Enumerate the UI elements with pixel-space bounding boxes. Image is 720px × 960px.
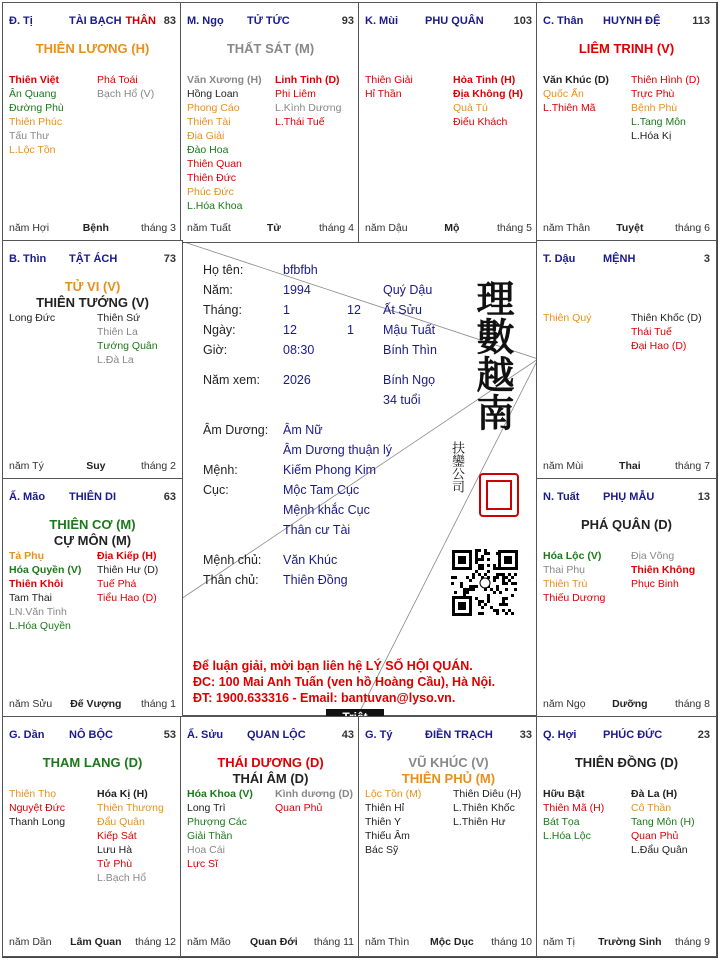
palace-position: Đ. Tị: [9, 15, 33, 27]
minor-star-right: L.Đẩu Quân: [631, 844, 688, 856]
minor-star-left: Thiên Y: [365, 816, 401, 828]
minor-star-left: Thiên Tài: [187, 116, 231, 128]
palace-year: năm Hợi: [9, 222, 50, 234]
minor-star-right: L.Thiên Khốc: [453, 802, 515, 814]
palace-month: tháng 12: [135, 936, 176, 948]
month-can: Ất Sửu: [383, 303, 422, 317]
palace-position: N. Tuất: [543, 491, 580, 503]
minor-star-left: L.Thiên Mã: [543, 102, 596, 114]
contact-line-1: Để luận giải, mời bạn liên hệ LÝ SỐ HỘI QUÁN.: [193, 659, 473, 673]
palace-stage: Lâm Quan: [70, 936, 122, 948]
palace-number: 83: [163, 15, 176, 27]
minor-star-right: Tang Môn (H): [631, 816, 695, 828]
palace-month: tháng 7: [674, 460, 710, 472]
palace-number: 113: [692, 15, 710, 27]
palace-footer: [543, 698, 710, 712]
minor-star-left: Hữu Bật: [543, 788, 585, 800]
minor-star-left: Thiếu Âm: [365, 830, 410, 842]
main-star: THAM LANG (D): [42, 755, 143, 770]
month-lunar: 12: [347, 303, 361, 317]
minor-star-right: Hỏa Tinh (H): [453, 74, 516, 86]
palace-number: 23: [697, 729, 710, 741]
palace-number: 73: [163, 253, 176, 265]
minor-star-left: Bát Tọa: [543, 816, 580, 828]
palace-header: [9, 15, 176, 29]
minor-star-right: Cô Thần: [631, 802, 672, 814]
palace-stage: Quan Đới: [249, 936, 298, 948]
minor-star-left: Hóa Quyền (V): [9, 564, 82, 576]
palace-name: TẬT ÁCH: [69, 253, 118, 265]
palace-position: B. Thìn: [9, 253, 47, 265]
minor-star-right: Bạch Hổ (V): [97, 88, 155, 100]
palace-footer: [187, 936, 354, 950]
palace-number: 93: [341, 15, 354, 27]
palace-position: C. Thân: [543, 15, 584, 27]
minor-star-left: Thiên Việt: [9, 74, 59, 86]
minor-star-left: Văn Khúc (D): [543, 74, 609, 86]
palace-footer: [9, 936, 176, 950]
palace-name: MỆNH: [603, 253, 636, 265]
minor-star-right: Đà La (H): [631, 788, 678, 800]
minor-star-right: Thiên Diêu (H): [453, 788, 522, 800]
than-chu-label: Thân chủ:: [203, 573, 259, 587]
minor-star-right: Quan Phủ: [631, 830, 679, 842]
palace-year: năm Ngọ: [543, 698, 586, 710]
palace-month: tháng 5: [496, 222, 532, 234]
palace-year: năm Tị: [543, 936, 575, 948]
palace-footer: [9, 222, 176, 236]
minor-star-left: Thiên Giải: [365, 74, 413, 86]
minor-star-right: Tử Phù: [97, 858, 133, 870]
palace-stage: Thai: [619, 460, 641, 472]
palace-stage: Suy: [86, 460, 106, 472]
minor-star-right: Tiểu Hao (D): [97, 592, 157, 604]
palace-position: Q. Hợi: [543, 729, 577, 741]
palace-year: năm Thìn: [365, 936, 410, 948]
minor-star-left: Hóa Khoa (V): [187, 788, 253, 800]
main-star: THIÊN TƯỚNG (V): [36, 295, 149, 310]
palace-name: NÔ BỘC: [69, 729, 113, 741]
minor-star-right: Địa Võng: [631, 550, 675, 562]
minor-star-left: L.Hóa Quyền: [9, 620, 71, 632]
palace-number: 63: [163, 491, 176, 503]
main-star: THIÊN LƯƠNG (H): [35, 41, 150, 56]
palace-stage: Dưỡng: [612, 698, 648, 710]
minor-star-right: Phá Toái: [97, 74, 138, 86]
minor-star-left: Địa Giải: [187, 130, 225, 142]
palace-name: PHỤ MẪU: [603, 491, 655, 503]
minor-star-right: Thiên Không: [631, 564, 696, 576]
minor-star-right: Phục Binh: [631, 578, 679, 590]
palace-year: năm Mùi: [543, 460, 584, 472]
year-value: 1994: [283, 283, 311, 297]
palace-footer: [365, 222, 532, 236]
palace-footer: [543, 936, 710, 950]
main-star: THIÊN CƠ (M): [49, 517, 136, 532]
main-star: THÁI DƯƠNG (D): [217, 755, 324, 770]
minor-star-left: Bác Sỹ: [365, 844, 399, 856]
minor-star-left: Thiên Phúc: [9, 116, 63, 128]
cuc-label: Cục:: [203, 483, 229, 497]
minor-star-right: Kiếp Sát: [97, 830, 137, 842]
minor-star-left: LN.Văn Tinh: [9, 606, 67, 618]
minor-star-left: Hồng Loan: [187, 88, 239, 100]
red-seal: [479, 473, 519, 517]
year-label: Năm:: [203, 283, 233, 297]
palace-stage: Bệnh: [82, 222, 109, 234]
calligraphy-logo: 理數越南: [470, 279, 515, 431]
main-star: TỬ VI (V): [64, 279, 121, 294]
palace-position: T. Dậu: [543, 253, 576, 265]
minor-star-left: L.Lộc Tồn: [9, 144, 56, 156]
palace-header: [543, 253, 710, 267]
palace-position: K. Mùi: [365, 15, 398, 27]
minor-star-left: L.Hóa Lộc: [543, 830, 591, 842]
palace-header: [9, 253, 176, 267]
minor-star-right: Thiên Thương: [97, 802, 164, 814]
hour-value: 08:30: [283, 343, 315, 357]
main-star: LIÊM TRINH (V): [578, 41, 675, 56]
minor-star-right: L.Bạch Hổ: [97, 872, 147, 884]
palace-name: QUAN LỘC: [247, 729, 306, 741]
palace-name: TÀI BẠCH: [69, 15, 122, 27]
minor-star-right: Thiên Hình (D): [631, 74, 700, 86]
minor-star-right: Tướng Quân: [97, 340, 158, 352]
minor-star-left: Thiên Thọ: [9, 788, 57, 800]
view-year-value: 2026: [283, 373, 311, 387]
palace-month: tháng 8: [674, 698, 710, 710]
minor-star-right: Phi Liêm: [275, 88, 316, 100]
palace-footer: [9, 698, 176, 712]
minor-star-right: Trực Phù: [631, 88, 675, 100]
palace-hoi[interactable]: [536, 716, 717, 957]
palace-dau[interactable]: [536, 240, 717, 481]
palace-footer: [187, 222, 354, 236]
minor-star-left: Thiên Quan: [187, 158, 242, 170]
palace-suu[interactable]: [180, 716, 361, 957]
minor-star-left: Nguyệt Đức: [9, 802, 66, 814]
minor-star-right: Quan Phủ: [275, 802, 323, 814]
minor-star-left: Ân Quang: [9, 88, 57, 100]
main-star: CỰ MÔN (M): [53, 533, 132, 548]
minor-star-left: Tả Phụ: [9, 550, 45, 562]
palace-year: năm Mão: [187, 936, 231, 948]
palace-mui[interactable]: [358, 2, 539, 243]
palace-position: G. Dần: [9, 729, 45, 741]
hour-label: Giờ:: [203, 343, 228, 357]
palace-ngo[interactable]: [180, 2, 361, 243]
palace-position: G. Tý: [365, 729, 393, 741]
minor-star-left: Hoa Cái: [187, 844, 225, 856]
month-value: 1: [283, 303, 290, 317]
minor-star-left: Thiên Quý: [543, 312, 592, 324]
palace-month: tháng 9: [674, 936, 710, 948]
view-year-label: Năm xem:: [203, 373, 260, 387]
palace-stage: Mộ: [444, 222, 460, 234]
minor-star-right: Điếu Khách: [453, 116, 508, 128]
amduong-note: Âm Dương thuận lý: [283, 443, 392, 457]
palace-header: [365, 15, 532, 29]
minor-star-left: Thiếu Dương: [543, 592, 606, 604]
palace-header: [543, 491, 710, 505]
view-year-can: Bính Ngọ: [383, 373, 436, 387]
palace-ty[interactable]: [358, 716, 539, 957]
minor-star-left: Tấu Thư: [9, 130, 50, 142]
minor-star-right: Lưu Hà: [97, 844, 133, 856]
palace-ti[interactable]: [2, 2, 183, 243]
minor-star-left: Đào Hoa: [187, 144, 229, 156]
minor-star-right: L.Hóa Kị: [631, 130, 672, 142]
palace-month: tháng 11: [313, 936, 354, 948]
palace-number: 53: [163, 729, 176, 741]
palace-stage: Tử: [266, 222, 281, 234]
palace-stage: Đế Vượng: [70, 698, 122, 710]
palace-year: năm Sửu: [9, 698, 53, 710]
minor-star-right: Đại Hao (D): [631, 340, 687, 352]
minor-star-right: Địa Không (H): [453, 88, 523, 100]
palace-header: [187, 729, 354, 743]
palace-month: tháng 4: [318, 222, 354, 234]
year-can: Quý Dậu: [383, 283, 433, 297]
main-star: THIÊN ĐỒNG (D): [574, 755, 679, 770]
palace-name: THIÊN DI: [69, 491, 117, 503]
amduong-value: Âm Nữ: [283, 423, 323, 437]
palace-year: năm Thân: [543, 222, 591, 234]
minor-star-left: Long Trì: [187, 802, 226, 814]
minor-star-left: Tam Thai: [9, 592, 52, 604]
minor-star-left: Lực Sĩ: [187, 858, 218, 870]
minor-star-right: Thiên Hư (D): [97, 564, 159, 576]
palace-month: tháng 2: [140, 460, 176, 472]
amduong-label: Âm Dương:: [203, 423, 269, 437]
palace-name: TỬ TỨC: [247, 15, 290, 27]
menh-chu-label: Mệnh chủ:: [203, 553, 262, 567]
minor-star-left: Hóa Lộc (V): [543, 550, 602, 562]
cuc-value: Mộc Tam Cục: [283, 483, 360, 497]
minor-star-right: Địa Kiếp (H): [97, 550, 157, 562]
palace-month: tháng 3: [140, 222, 176, 234]
palace-year: năm Dậu: [365, 222, 408, 234]
main-star: THẤT SÁT (M): [226, 41, 315, 56]
minor-star-right: Thiên La: [97, 326, 138, 338]
minor-star-right: Đẩu Quân: [97, 816, 145, 828]
palace-than[interactable]: [536, 2, 717, 243]
age-value: 34 tuổi: [383, 393, 421, 407]
minor-star-left: Long Đức: [9, 312, 56, 324]
minor-star-right: Thái Tuế: [631, 326, 672, 338]
minor-star-right: Kình dương (D): [275, 788, 354, 800]
minor-star-left: Đường Phù: [9, 102, 64, 114]
palace-year: năm Tuất: [187, 222, 231, 234]
palace-header: [187, 15, 354, 29]
minor-star-left: Hỉ Thần: [365, 88, 402, 100]
day-lunar: 1: [347, 323, 354, 337]
palace-header: [9, 491, 176, 505]
palace-year: năm Tý: [9, 460, 44, 472]
day-can: Mậu Tuất: [383, 323, 436, 337]
palace-position: M. Ngọ: [187, 15, 224, 27]
minor-star-left: Thiên Mã (H): [543, 802, 605, 814]
palace-footer: [9, 460, 176, 474]
minor-star-left: Thiên Hỉ: [365, 802, 405, 814]
palace-mao[interactable]: [2, 478, 183, 719]
than-chu-value: Thiên Đồng: [283, 573, 348, 587]
minor-star-right: Bệnh Phù: [631, 102, 678, 114]
palace-number: 13: [697, 491, 710, 503]
minor-star-left: Lộc Tồn (M): [365, 788, 422, 800]
day-value: 12: [283, 323, 297, 337]
minor-star-right: Tuế Phá: [97, 578, 137, 590]
palace-header: [365, 729, 532, 743]
palace-header: [543, 729, 710, 743]
palace-number: 43: [341, 729, 354, 741]
palace-stage: Tuyệt: [616, 222, 644, 234]
palace-stage: Trường Sinh: [598, 936, 662, 948]
palace-dan[interactable]: [2, 716, 183, 957]
palace-number: 33: [519, 729, 532, 741]
minor-star-left: Thiên Trù: [543, 578, 588, 590]
minor-star-right: L.Tang Môn: [631, 116, 686, 128]
palace-number: 103: [513, 15, 532, 27]
main-star: VŨ KHÚC (V): [408, 755, 489, 770]
minor-star-left: Thai Phụ: [543, 564, 586, 576]
minor-star-left: Phúc Đức: [187, 186, 234, 198]
palace-name: PHU QUÂN: [425, 15, 484, 27]
palace-footer: [365, 936, 532, 950]
minor-star-right: L.Đà La: [97, 354, 134, 366]
palace-name: HUYNH ĐỆ: [603, 15, 661, 27]
center-info-panel: [180, 240, 537, 716]
palace-stage: Mộc Dục: [429, 936, 474, 948]
minor-star-left: Phong Cáo: [187, 102, 240, 114]
palace-footer: [543, 460, 710, 474]
minor-star-right: Hóa Kị (H): [97, 788, 148, 800]
main-star: PHÁ QUÂN (D): [581, 517, 672, 532]
palace-month: tháng 1: [140, 698, 176, 710]
minor-star-left: Thanh Long: [9, 816, 66, 828]
minor-star-right: L.Kình Dương: [275, 102, 342, 114]
palace-month: tháng 6: [674, 222, 710, 234]
name-label: Họ tên:: [203, 263, 244, 277]
hour-can: Bính Thìn: [383, 343, 437, 357]
minor-star-left: Phượng Các: [187, 816, 248, 828]
minor-star-left: Thiên Khôi: [9, 578, 64, 590]
day-label: Ngày:: [203, 323, 236, 337]
palace-header: [9, 729, 176, 743]
seal-text: 扶鑾公司: [449, 441, 464, 493]
palace-number: 3: [703, 253, 710, 265]
palace-position: Ấ. Sửu: [187, 729, 224, 741]
minor-star-left: Giải Thần: [187, 830, 233, 842]
palace-thin[interactable]: [2, 240, 183, 481]
contact-line-3[interactable]: ĐT: 1900.633316 - Email: bantuvan@lyso.vn.: [193, 691, 456, 705]
qr-code[interactable]: [451, 549, 519, 617]
palace-tuat[interactable]: [536, 478, 717, 719]
than-cu-note: Thân cư Tài: [283, 523, 351, 537]
minor-star-right: Linh Tinh (D): [275, 74, 340, 86]
minor-star-right: L.Thiên Hư: [453, 816, 506, 828]
minor-star-right: Thiên Khốc (D): [631, 312, 702, 324]
menh-label: Mệnh:: [203, 463, 238, 477]
minor-star-left: Quốc Ấn: [543, 88, 584, 100]
palace-month: tháng 10: [491, 936, 532, 948]
cuc-note: Mệnh khắc Cục: [283, 503, 370, 517]
palace-header: [543, 15, 710, 29]
minor-star-right: L.Thái Tuế: [275, 116, 325, 128]
main-star: THIÊN PHỦ (M): [401, 771, 496, 786]
menh-chu-value: Văn Khúc: [283, 553, 338, 567]
contact-line-2: ĐC: 100 Mai Anh Tuấn (ven hồ Hoàng Cầu), Hà Nội.: [193, 675, 496, 689]
than-marker: THÂN: [125, 15, 156, 27]
minor-star-left: Thiên Đức: [187, 172, 237, 184]
minor-star-left: L.Hóa Khoa: [187, 200, 243, 212]
palace-position: Ấ. Mão: [9, 491, 46, 503]
minor-star-right: Thiên Sứ: [97, 312, 141, 324]
palace-name: PHÚC ĐỨC: [603, 729, 663, 741]
palace-name: ĐIỀN TRẠCH: [425, 729, 493, 741]
minor-star-right: Quả Tú: [453, 102, 488, 114]
palace-footer: [543, 222, 710, 236]
minor-star-left: Văn Xương (H): [187, 74, 262, 86]
menh-value: Kiếm Phong Kim: [283, 463, 377, 477]
palace-year: năm Dần: [9, 936, 52, 948]
name-value: bfbfbh: [283, 263, 318, 277]
month-label: Tháng:: [203, 303, 242, 317]
main-star: THÁI ÂM (D): [232, 771, 309, 786]
